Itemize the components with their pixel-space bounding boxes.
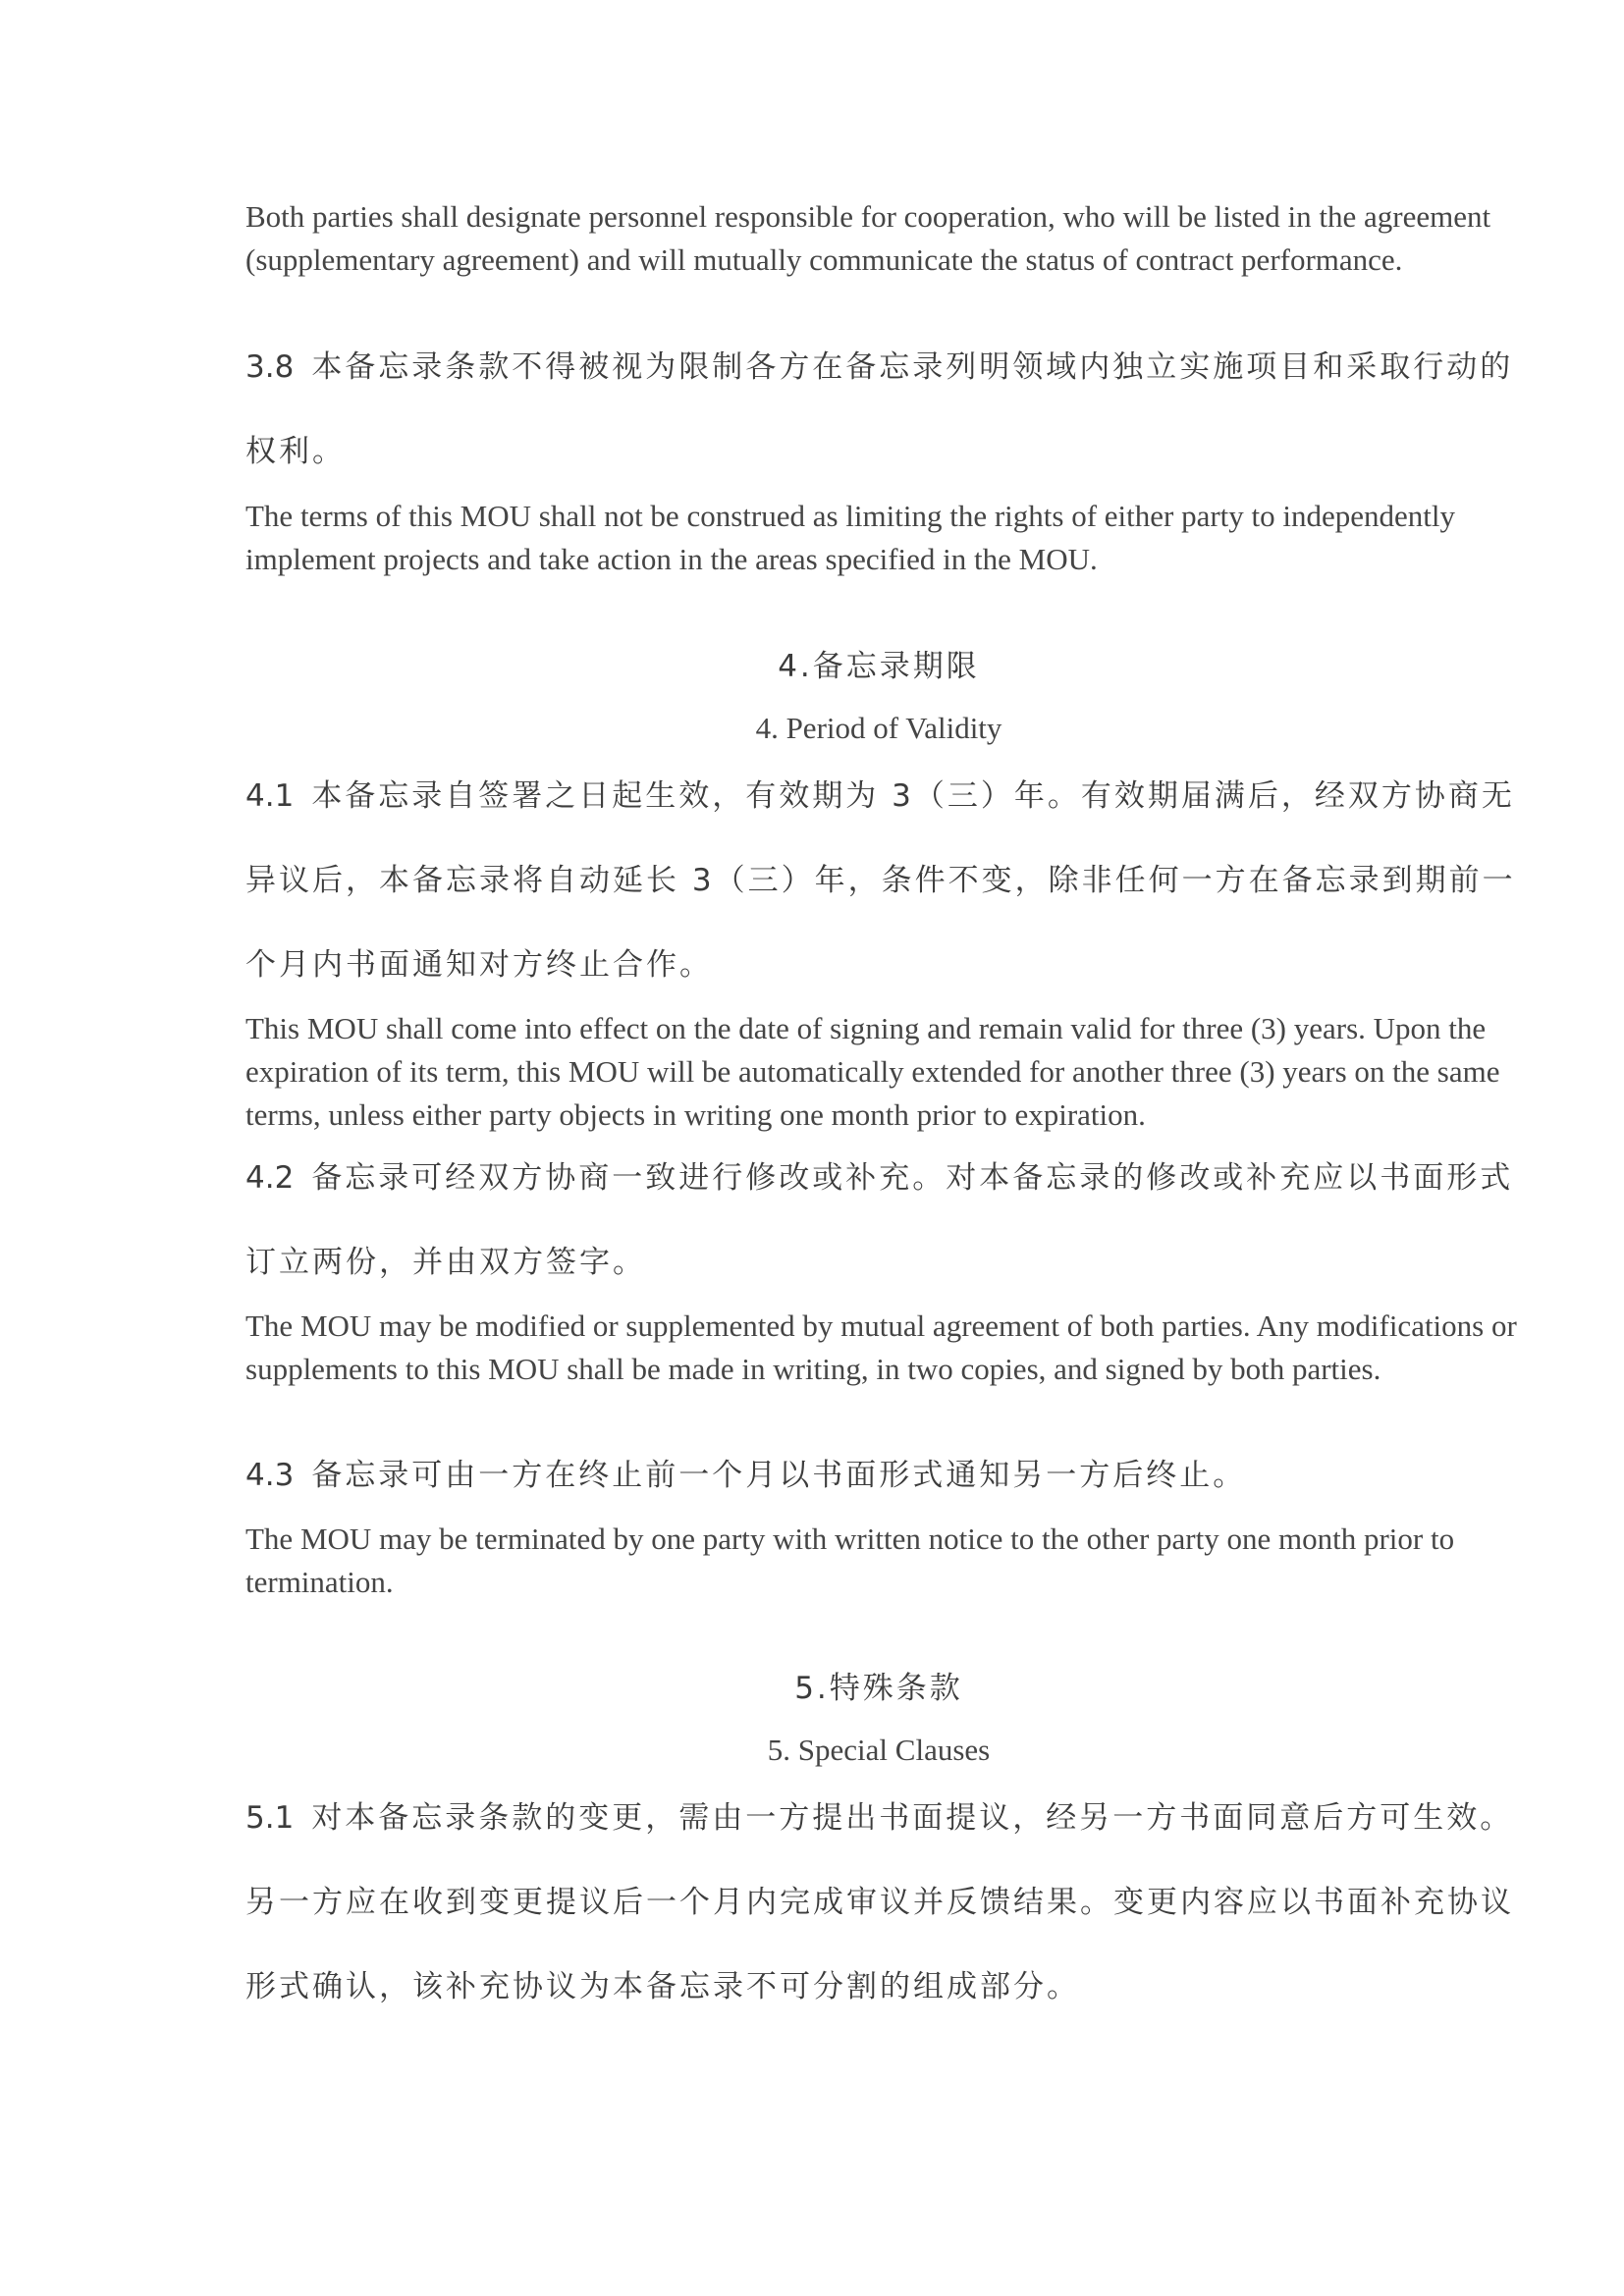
clause-4-2-chinese — [245, 1136, 1522, 1305]
clause-4-2-english: The MOU may be modified or supplemented by mutual agreement of both parties. Any modifications or supplements to this MOU shall be made in writing, in two copies, and signed by both parties. — [245, 1308, 1517, 1386]
section-4-heading-english: 4. Period of Validity — [755, 711, 1002, 745]
section-5-heading-chinese: 5.特殊条款 — [794, 1671, 963, 1706]
clause-4-1-english: This MOU shall come into effect on the date of signing and remain valid for three (3) years. Upon the expiration of its term, this MOU will be automatically extended for another three (3) years on the same terms, unless either party objects in writing one month prior to expiration. — [245, 1011, 1500, 1132]
clause-text: 本备忘录自签署之日起生效，有效期为 3（三）年。有效期届满后，经双方协商无异议后，本备忘录将自动延长 3（三）年，条件不变，除非任何一方在备忘录到期前一个月内书面通知对方终止合作。 — [245, 778, 1516, 983]
clause-number: 4.2 — [245, 1160, 295, 1196]
clause-4-3-chinese — [245, 1433, 1522, 1518]
clause-number: 5.1 — [245, 1800, 295, 1836]
clause-5-1-chinese — [245, 1776, 1522, 2029]
clause-number: 3.8 — [245, 349, 295, 385]
clause-text: 本备忘录条款不得被视为限制各方在备忘录列明领域内独立实施项目和采取行动的权利。 — [245, 349, 1514, 469]
section-5-heading-english: 5. Special Clauses — [767, 1733, 991, 1767]
section-4-heading-chinese: 4.备忘录期限 — [778, 649, 980, 684]
clause-text: 对本备忘录条款的变更，需由一方提出书面提议，经另一方书面同意后方可生效。另一方应在收到变更提议后一个月内完成审议并反馈结果。变更内容应以书面补充协议形式确认，该补充协议为本备忘录不可分割的组成部分。 — [245, 1800, 1514, 2004]
clause-4-3-english: The MOU may be terminated by one party with written notice to the other party one month prior to termination. — [245, 1522, 1455, 1599]
clause-number: 4.1 — [245, 778, 295, 814]
clause-text: 备忘录可经双方协商一致进行修改或补充。对本备忘录的修改或补充应以书面形式订立两份，并由双方签字。 — [245, 1160, 1514, 1280]
clause-4-1-chinese — [245, 754, 1522, 1007]
clause-text: 备忘录可由一方在终止前一个月以书面形式通知另一方后终止。 — [311, 1458, 1247, 1493]
clause-3-7-english: Both parties shall designate personnel responsible for cooperation, who will be listed in the agreement (supplementary agreement) and will mutually communicate the status of contract performance. — [245, 199, 1491, 277]
clause-3-8-chinese — [245, 325, 1522, 494]
clause-number: 4.3 — [245, 1458, 295, 1493]
clause-3-8-english: The terms of this MOU shall not be construed as limiting the rights of either party to independently implement projects and take action in the areas specified in the MOU. — [245, 499, 1456, 576]
